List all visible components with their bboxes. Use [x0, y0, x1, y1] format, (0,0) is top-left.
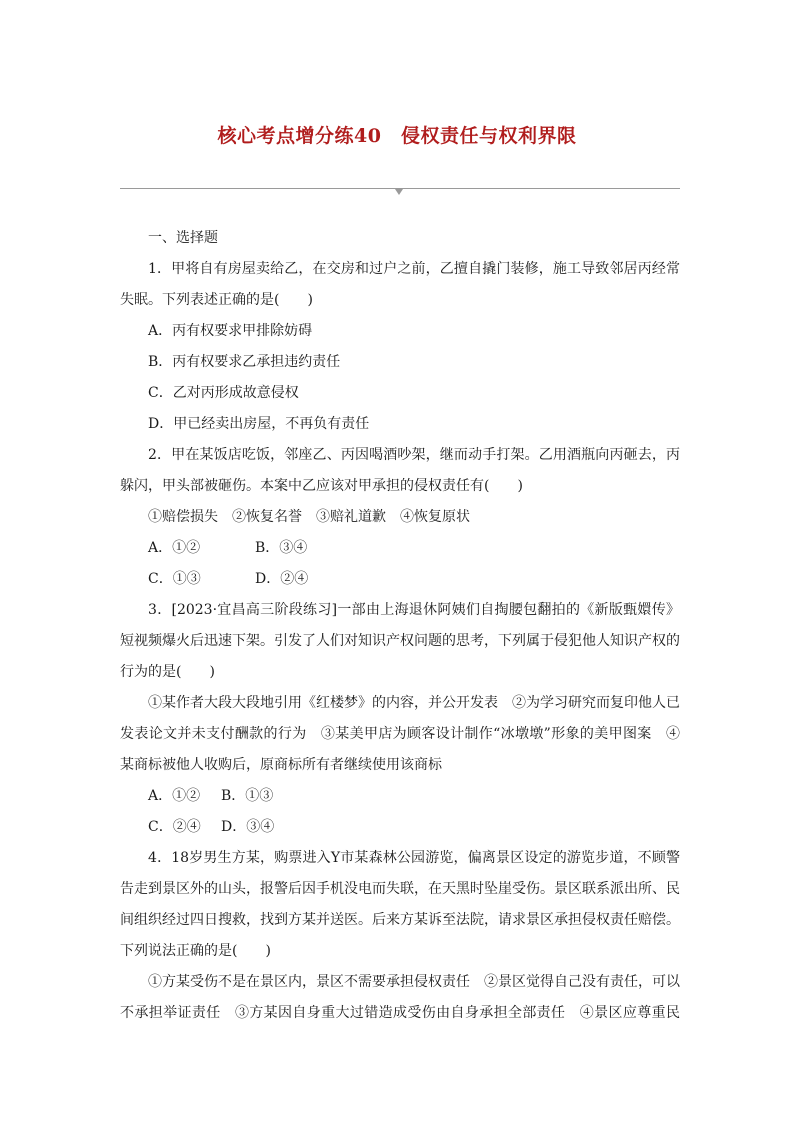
question-1-option-b: B．丙有权要求乙承担违约责任: [148, 354, 341, 370]
question-2-choice-c: C．①③: [148, 571, 201, 587]
question-2-stem-line-1: 2．甲在某饭店吃饭，邻座乙、丙因喝酒吵架，继而动手打架。乙用酒瓶向丙砸去，丙: [148, 447, 680, 463]
question-1-option-d: D．甲已经卖出房屋，不再负有责任: [148, 416, 370, 432]
question-4-stem-line-1: 4．18岁男生方某，购票进入Y市某森林公园游览，偏离景区设定的游览步道，不顾警: [148, 850, 680, 866]
question-4-items-line-1: ①方某受伤不是在景区内，景区不需要承担侵权责任 ②景区觉得自己没有责任，可以: [148, 974, 680, 990]
question-1-stem-line-1: 1．甲将自有房屋卖给乙，在交房和过户之前，乙擅自撬门装修，施工导致邻居丙经常: [148, 261, 680, 277]
question-2-choices-row-2: [120, 567, 680, 598]
question-3-items-line-1: ①某作者大段大段地引用《红楼梦》的内容，并公开发表 ②为学习研究而复印他人已: [148, 695, 680, 711]
question-3-choices-row-1: [120, 784, 680, 815]
question-2-choice-b: B．③④: [255, 540, 308, 556]
question-3-stem-line-3: 行为的是( ): [120, 664, 215, 680]
question-3-choice-b: B．①③: [221, 788, 274, 804]
section-heading: 一、选择题: [148, 230, 218, 246]
question-3-stem-line-2: 短视频爆火后迅速下架。引发了人们对知识产权问题的思考，下列属于侵犯他人知识产权的: [120, 633, 680, 649]
question-3-choice-c: C．②④: [148, 819, 201, 835]
question-2-items: ①赔偿损失 ②恢复名誉 ③赔礼道歉 ④恢复原状: [148, 509, 470, 525]
question-2-choice-a: A．①②: [148, 540, 201, 556]
question-3-choices-row-2: [120, 815, 680, 846]
question-3-choice-d: D．③④: [221, 819, 275, 835]
question-4-items-line-2: 不承担举证责任 ③方某因自身重大过错造成受伤由自身承担全部责任 ④景区应尊重民: [120, 1005, 680, 1021]
question-4-stem-line-3: 间组织经过四日搜救，找到方某并送医。后来方某诉至法院，请求景区承担侵权责任赔偿。: [120, 912, 680, 928]
question-1-option-c: C．乙对丙形成故意侵权: [148, 385, 299, 401]
question-3-stem-line-1: 3．[2023·宜昌高三阶段练习]一部由上海退休阿姨们自掏腰包翻拍的《新版甄嬛传》: [148, 602, 680, 618]
page-title: 核心考点增分练40 侵权责任与权利界限: [217, 125, 577, 147]
question-3-items-line-2: 发表论文并未支付酬款的行为 ③某美甲店为顾客设计制作“冰墩墩”形象的美甲图案 ④: [120, 726, 680, 742]
question-1-option-a: A．丙有权要求甲排除妨碍: [148, 323, 313, 339]
question-1-stem-line-2: 失眠。下列表述正确的是( ): [120, 292, 313, 308]
question-2-stem-line-2: 躲闪，甲头部被砸伤。本案中乙应该对甲承担的侵权责任有( ): [120, 478, 523, 494]
question-3-items-line-3: 某商标被他人收购后，原商标所有者继续使用该商标: [120, 757, 442, 773]
question-2-choice-d: D．②④: [255, 571, 309, 587]
question-2-choices-row-1: [120, 536, 680, 567]
question-4-stem-line-4: 下列说法正确的是( ): [120, 943, 271, 959]
divider-triangle-icon: [395, 189, 403, 195]
question-3-choice-a: A．①②: [148, 788, 201, 804]
question-4-stem-line-2: 告走到景区外的山头，报警后因手机没电而失联，在天黑时坠崖受伤。景区联系派出所、民: [120, 881, 680, 897]
document-body: [120, 226, 680, 1032]
